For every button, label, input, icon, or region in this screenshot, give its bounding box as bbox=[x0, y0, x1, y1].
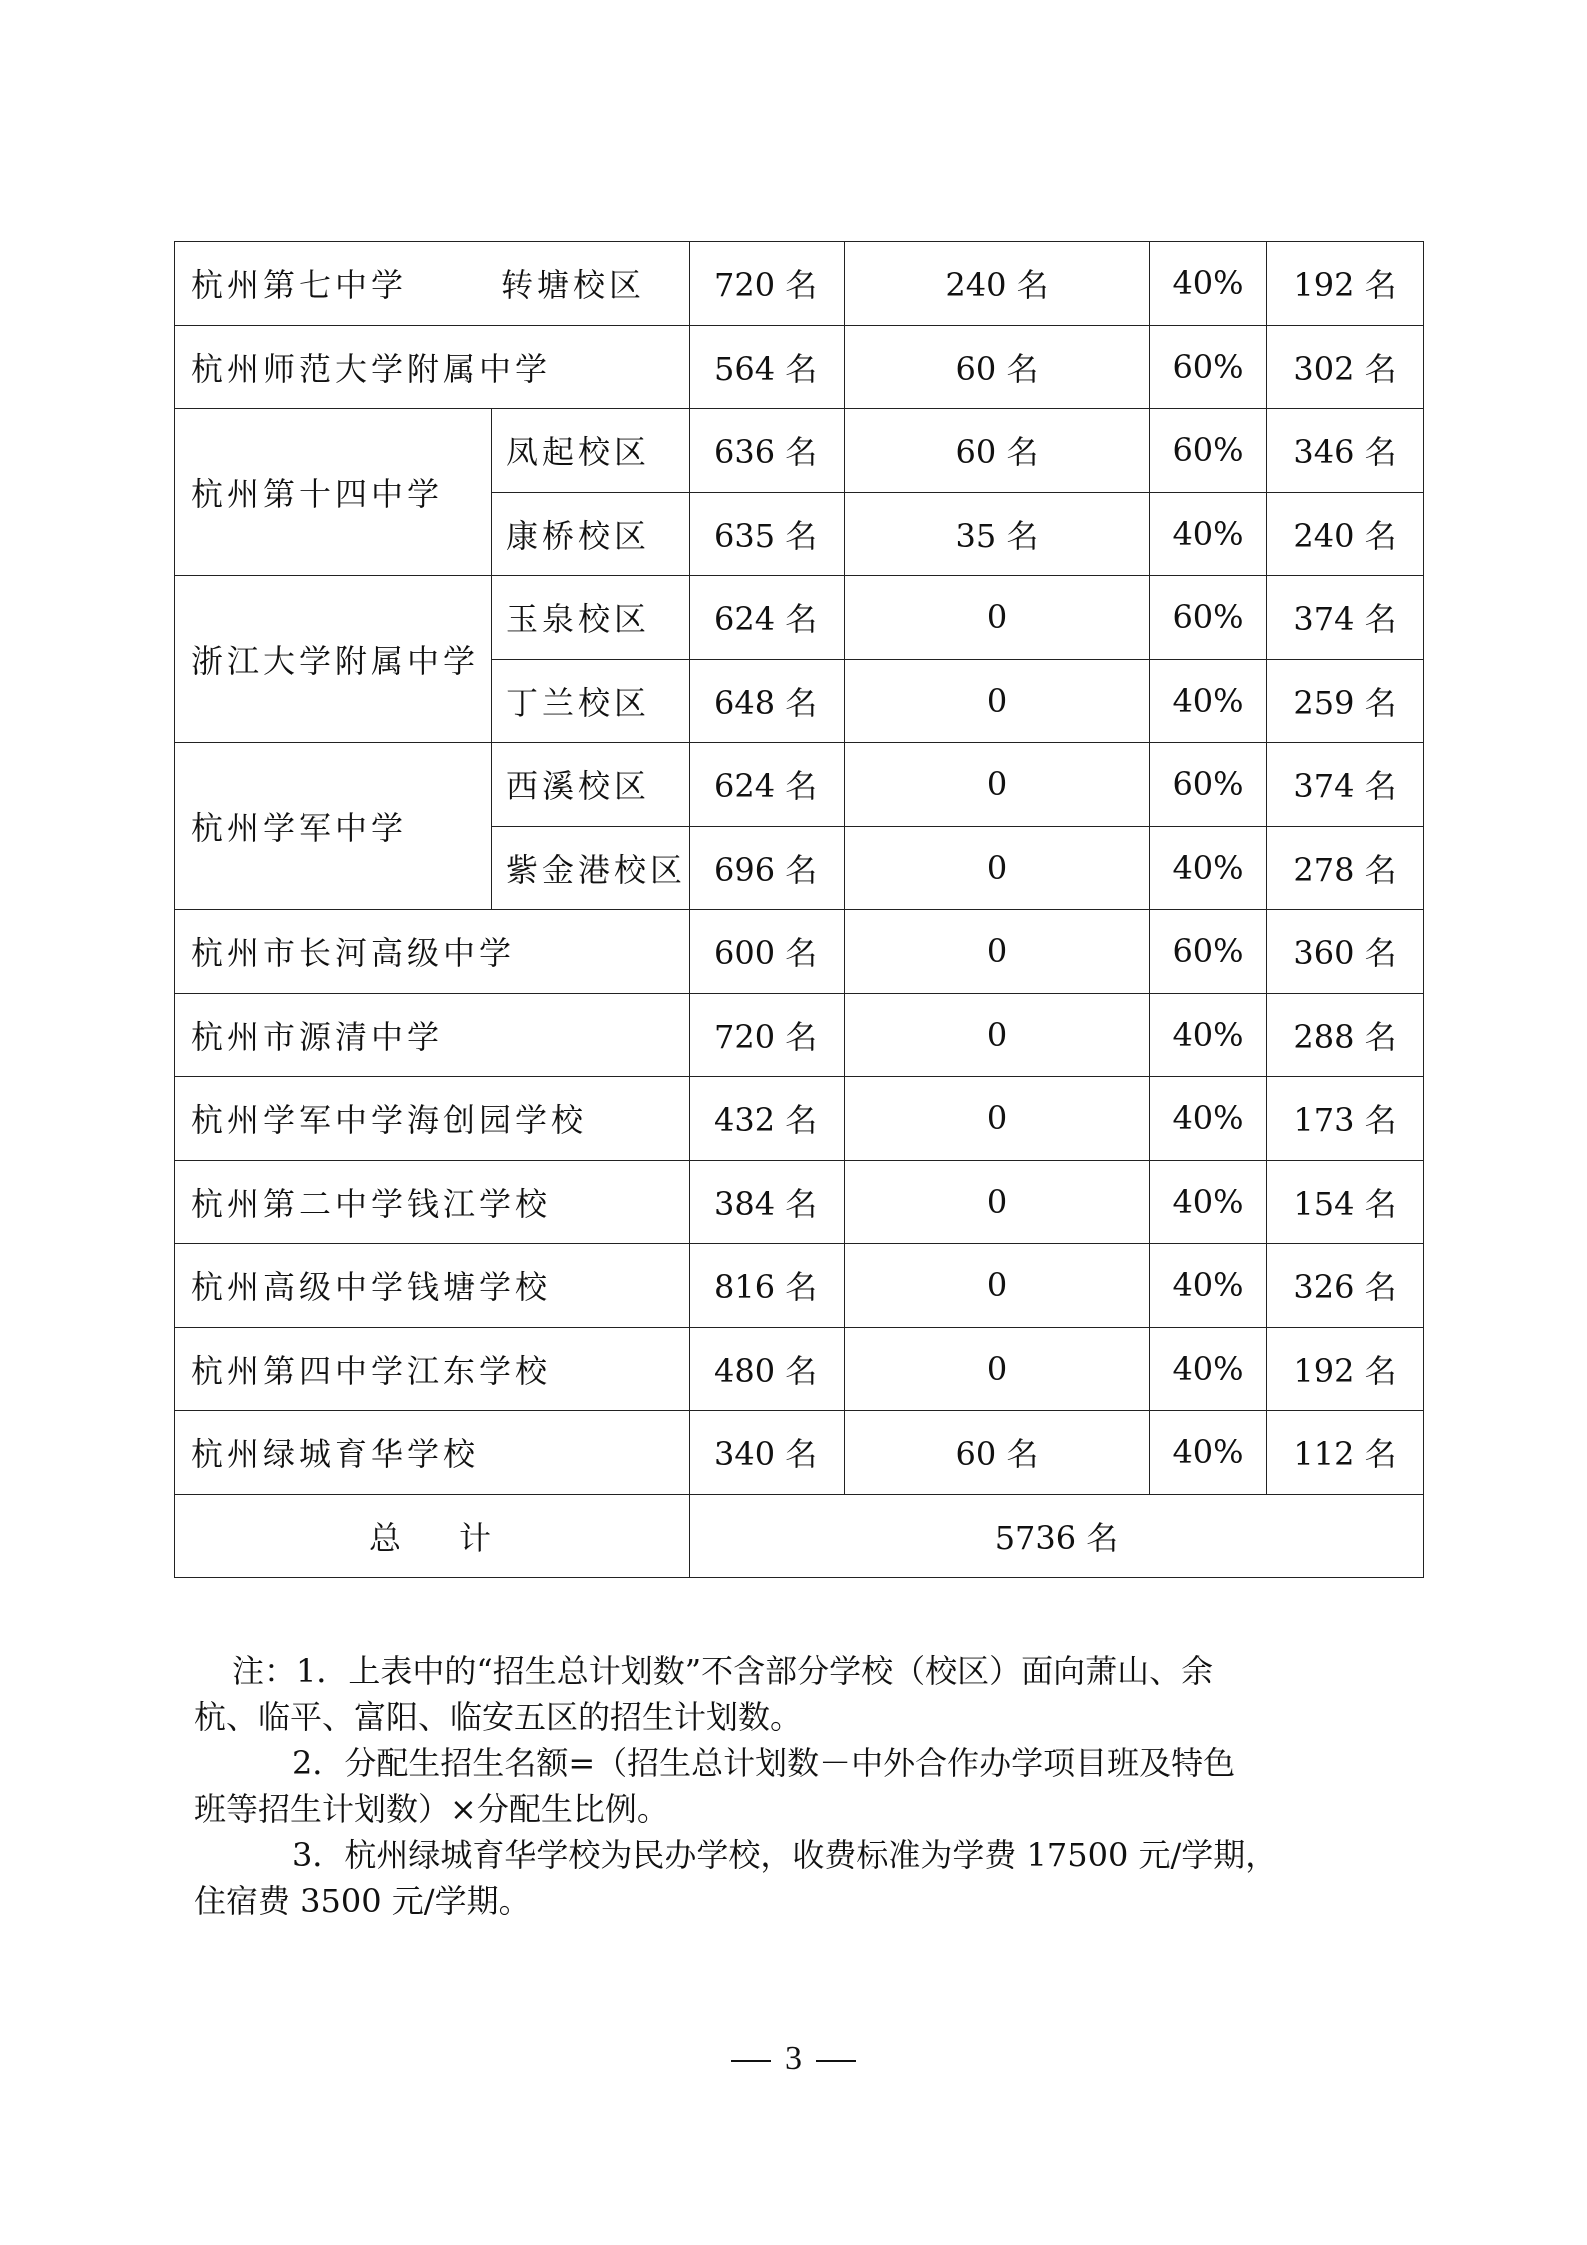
special-class-cell: 0 bbox=[845, 1077, 1150, 1161]
ratio-cell: 40% bbox=[1150, 492, 1267, 576]
special-class-cell: 0 bbox=[845, 659, 1150, 743]
total-plan-cell: 696 名 bbox=[690, 826, 845, 910]
special-class-cell: 0 bbox=[845, 743, 1150, 827]
school-name-cell: 杭州市长河高级中学 bbox=[175, 910, 690, 994]
page-number-value: 3 bbox=[785, 2040, 802, 2077]
special-class-cell: 0 bbox=[845, 1160, 1150, 1244]
quota-cell: 278 名 bbox=[1267, 826, 1424, 910]
school-name-cell: 杭州师范大学附属中学 bbox=[175, 325, 690, 409]
campus-cell: 玉泉校区 bbox=[492, 576, 690, 660]
table-notes bbox=[194, 1648, 1407, 1924]
note-1-line-2: 杭、临平、富阳、临安五区的招生计划数。 bbox=[194, 1698, 803, 1736]
campus-cell: 康桥校区 bbox=[492, 492, 690, 576]
quota-cell: 240 名 bbox=[1267, 492, 1424, 576]
total-label-a: 总 bbox=[368, 1518, 405, 1557]
quota-cell: 288 名 bbox=[1267, 993, 1424, 1077]
school-name-cell: 杭州第十四中学 bbox=[175, 409, 492, 576]
total-plan-cell: 624 名 bbox=[690, 743, 845, 827]
ratio-cell: 40% bbox=[1150, 1411, 1267, 1495]
ratio-cell: 40% bbox=[1150, 659, 1267, 743]
campus-cell: 丁兰校区 bbox=[492, 659, 690, 743]
campus-cell: 西溪校区 bbox=[492, 743, 690, 827]
quota-cell: 346 名 bbox=[1267, 409, 1424, 493]
special-class-cell: 0 bbox=[845, 910, 1150, 994]
ratio-cell: 60% bbox=[1150, 409, 1267, 493]
table-row bbox=[175, 1411, 1424, 1495]
school-name-cell: 浙江大学附属中学 bbox=[175, 576, 492, 743]
school-name: 杭州第七中学 bbox=[191, 266, 408, 305]
table-row bbox=[175, 1327, 1424, 1411]
total-plan-cell: 636 名 bbox=[690, 409, 845, 493]
ratio-cell: 40% bbox=[1150, 1327, 1267, 1411]
quota-cell: 173 名 bbox=[1267, 1077, 1424, 1161]
note-3-line-1: 3．杭州绿城育华学校为民办学校，收费标准为学费 17500 元/学期， bbox=[292, 1836, 1278, 1874]
note-1-line-1: 注：1．上表中的“招生总计划数”不含部分学校（校区）面向萧山、余 bbox=[232, 1652, 1214, 1690]
special-class-cell: 0 bbox=[845, 826, 1150, 910]
table-row bbox=[175, 1244, 1424, 1328]
total-label-b: 计 bbox=[459, 1518, 496, 1557]
ratio-cell: 40% bbox=[1150, 1244, 1267, 1328]
quota-cell: 192 名 bbox=[1267, 1327, 1424, 1411]
ratio-cell: 40% bbox=[1150, 1077, 1267, 1161]
table-row bbox=[175, 325, 1424, 409]
total-plan-cell: 384 名 bbox=[690, 1160, 845, 1244]
enrollment-allocation-table bbox=[174, 241, 1424, 1578]
total-plan-cell: 816 名 bbox=[690, 1244, 845, 1328]
school-name-cell: 杭州学军中学 bbox=[175, 743, 492, 910]
quota-cell: 302 名 bbox=[1267, 325, 1424, 409]
campus-name: 转塘校区 bbox=[501, 266, 646, 305]
total-plan-cell: 340 名 bbox=[690, 1411, 845, 1495]
total-row bbox=[175, 1494, 1424, 1578]
ratio-cell: 40% bbox=[1150, 1160, 1267, 1244]
total-plan-cell: 432 名 bbox=[690, 1077, 845, 1161]
special-class-cell: 35 名 bbox=[845, 492, 1150, 576]
special-class-cell: 240 名 bbox=[845, 242, 1150, 326]
table-row bbox=[175, 409, 1424, 493]
page-number-dash-right bbox=[816, 2060, 856, 2062]
school-name-cell: 杭州绿城育华学校 bbox=[175, 1411, 690, 1495]
ratio-cell: 60% bbox=[1150, 910, 1267, 994]
note-3-line-2: 住宿费 3500 元/学期。 bbox=[194, 1882, 531, 1920]
table-row bbox=[175, 1160, 1424, 1244]
quota-cell: 259 名 bbox=[1267, 659, 1424, 743]
total-plan-cell: 720 名 bbox=[690, 993, 845, 1077]
special-class-cell: 60 名 bbox=[845, 1411, 1150, 1495]
quota-cell: 374 名 bbox=[1267, 743, 1424, 827]
note-2-line-1: 2．分配生招生名额=（招生总计划数－中外合作办学项目班及特色 bbox=[292, 1744, 1236, 1782]
total-label-cell bbox=[175, 1494, 690, 1578]
ratio-cell: 40% bbox=[1150, 826, 1267, 910]
total-plan-cell: 564 名 bbox=[690, 325, 845, 409]
page-number-dash-left bbox=[731, 2060, 771, 2062]
table-row bbox=[175, 242, 1424, 326]
total-plan-cell: 648 名 bbox=[690, 659, 845, 743]
note-2-line-2: 班等招生计划数）×分配生比例。 bbox=[194, 1790, 669, 1828]
quota-cell: 360 名 bbox=[1267, 910, 1424, 994]
campus-cell: 紫金港校区 bbox=[492, 826, 690, 910]
quota-cell: 326 名 bbox=[1267, 1244, 1424, 1328]
total-plan-cell: 600 名 bbox=[690, 910, 845, 994]
total-plan-cell: 635 名 bbox=[690, 492, 845, 576]
school-name-cell: 杭州第四中学江东学校 bbox=[175, 1327, 690, 1411]
page-number bbox=[0, 2040, 1587, 2078]
quota-cell: 192 名 bbox=[1267, 242, 1424, 326]
special-class-cell: 0 bbox=[845, 1327, 1150, 1411]
quota-cell: 374 名 bbox=[1267, 576, 1424, 660]
ratio-cell: 40% bbox=[1150, 242, 1267, 326]
ratio-cell: 40% bbox=[1150, 993, 1267, 1077]
table-row bbox=[175, 993, 1424, 1077]
special-class-cell: 60 名 bbox=[845, 409, 1150, 493]
table-row bbox=[175, 1077, 1424, 1161]
special-class-cell: 0 bbox=[845, 576, 1150, 660]
special-class-cell: 60 名 bbox=[845, 325, 1150, 409]
school-name-cell: 杭州高级中学钱塘学校 bbox=[175, 1244, 690, 1328]
special-class-cell: 0 bbox=[845, 1244, 1150, 1328]
table-row bbox=[175, 910, 1424, 994]
table-row bbox=[175, 576, 1424, 660]
total-value-cell: 5736 名 bbox=[690, 1494, 1424, 1578]
ratio-cell: 60% bbox=[1150, 576, 1267, 660]
total-plan-cell: 624 名 bbox=[690, 576, 845, 660]
ratio-cell: 60% bbox=[1150, 325, 1267, 409]
ratio-cell: 60% bbox=[1150, 743, 1267, 827]
school-name-cell: 杭州第二中学钱江学校 bbox=[175, 1160, 690, 1244]
campus-cell: 凤起校区 bbox=[492, 409, 690, 493]
special-class-cell: 0 bbox=[845, 993, 1150, 1077]
table-row bbox=[175, 743, 1424, 827]
school-name-cell bbox=[175, 242, 690, 326]
quota-cell: 112 名 bbox=[1267, 1411, 1424, 1495]
total-plan-cell: 720 名 bbox=[690, 242, 845, 326]
school-name-cell: 杭州学军中学海创园学校 bbox=[175, 1077, 690, 1161]
quota-cell: 154 名 bbox=[1267, 1160, 1424, 1244]
school-name-cell: 杭州市源清中学 bbox=[175, 993, 690, 1077]
total-plan-cell: 480 名 bbox=[690, 1327, 845, 1411]
